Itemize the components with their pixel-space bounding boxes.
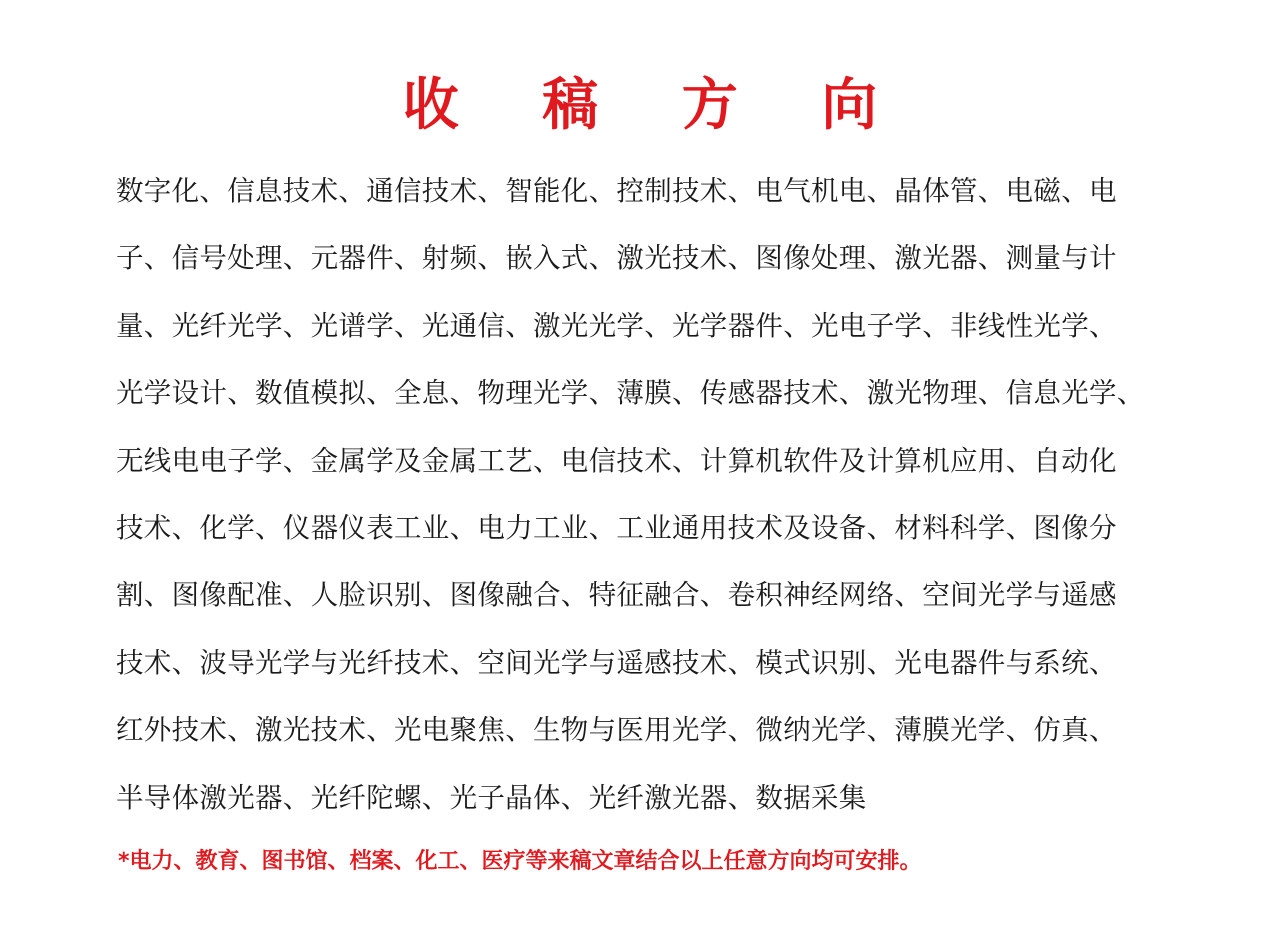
topics-line: 割、图像配准、人脸识别、图像融合、特征融合、卷积神经网络、空间光学与遥感 [116, 579, 1117, 612]
topics-list [116, 158, 1176, 832]
topics-line: 数字化、信息技术、通信技术、智能化、控制技术、电气机电、晶体管、电磁、电 [116, 175, 1117, 207]
topics-line: 无线电电子学、金属学及金属工艺、电信技术、计算机软件及计算机应用、自动化 [116, 444, 1117, 477]
topics-line: 半导体激光器、光纤陀螺、光子晶体、光纤激光器、数据采集 [116, 781, 867, 814]
topics-line: 技术、化学、仪器仪表工业、电力工业、工业通用技术及设备、材料科学、图像分 [116, 511, 1117, 544]
topics-line: 技术、波导光学与光纤技术、空间光学与遥感技术、模式识别、光电器件与系统、 [116, 646, 1117, 679]
footnote: *电力、教育、图书馆、档案、化工、医疗等来稿文章结合以上任意方向均可安排。 [118, 849, 922, 874]
topics-line: 红外技术、激光技术、光电聚焦、生物与医用光学、微纳光学、薄膜光学、仿真、 [116, 714, 1117, 747]
topics-line: 子、信号处理、元器件、射频、嵌入式、激光技术、图像处理、激光器、测量与计 [116, 242, 1117, 275]
topics-line: 量、光纤光学、光谱学、光通信、激光光学、光学器件、光电子学、非线性光学、 [116, 309, 1117, 342]
page-title: 收 稿 方 向 [402, 73, 910, 138]
topics-line: 光学设计、数值模拟、全息、物理光学、薄膜、传感器技术、激光物理、信息光学、 [116, 377, 1145, 410]
